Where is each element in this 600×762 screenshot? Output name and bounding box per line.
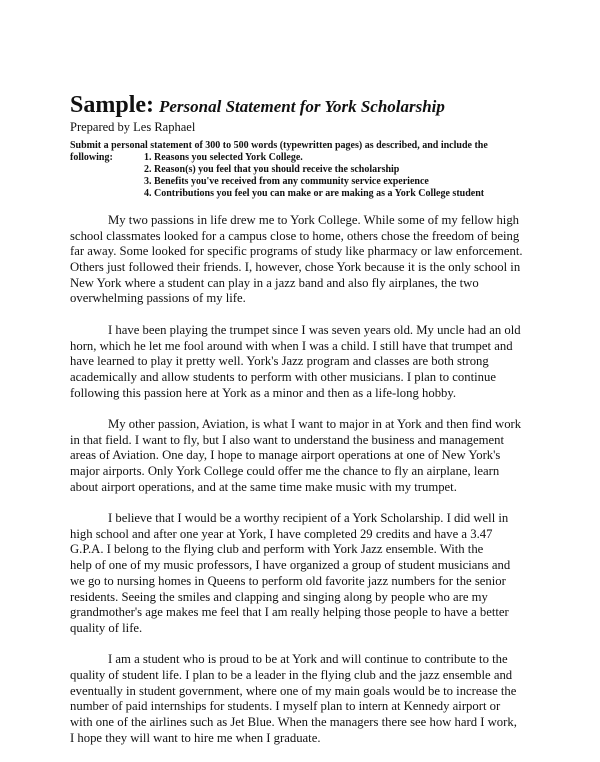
- paragraph-line: G.P.A. I belong to the flying club and perform with York Jazz ensemble. With the: [70, 542, 484, 557]
- paragraph-line: horn, which he let me fool around with when I was a child. I still have that trumpet and: [70, 338, 513, 353]
- instruction-item-4: 4. Contributions you feel you can make or are making as a York College student: [144, 188, 485, 199]
- paragraph: [70, 511, 540, 637]
- paragraph-line: far away. Some looked for specific programs of study like pharmacy or law enforcement.: [70, 244, 523, 259]
- paragraph-line: major airports. Only York College could offer me the chance to fly an airplane, learn: [70, 464, 500, 478]
- instruction-item-3: 3. Benefits you've received from any community service experience: [144, 176, 429, 187]
- paragraph-line: number of paid internships for students. I myself plan to intern at Kennedy airport or: [70, 699, 501, 714]
- paragraph-line: following this passion here at York as a minor and then as a life-long hobby.: [70, 385, 457, 400]
- instruction-item-2: 2. Reason(s) you feel that you should receive the scholarship: [144, 164, 400, 175]
- statement-body: [70, 213, 540, 762]
- paragraph: [70, 417, 540, 495]
- paragraph: [70, 213, 540, 307]
- title-prefix: Sample:: [70, 92, 154, 118]
- paragraph: [70, 652, 540, 746]
- document-title: [70, 91, 445, 122]
- title-main: Personal Statement for York Scholarship: [159, 97, 445, 116]
- paragraph-line: I hope they will want to hire me when I graduate.: [70, 730, 321, 745]
- paragraph-line: high school and after one year at York, I have completed 29 credits and have a 3.47: [70, 526, 493, 541]
- paragraph-line: New York where a student can play in a jazz band and also fly airplanes, the two: [70, 275, 479, 290]
- paragraph-line: overwhelming passions of my life.: [70, 291, 246, 306]
- paragraph-line: I believe that I would be a worthy recipient of a York Scholarship. I did well in: [108, 511, 509, 526]
- paragraph-line: Others just followed their friends. I, however, chose York because it is the only school in: [70, 260, 521, 275]
- paragraph-line: areas of Aviation. One day, I hope to manage airport operations at one of New York's: [70, 448, 501, 463]
- paragraph-line: we go to nursing homes in Queens to perform old favorite jazz numbers for the senior: [70, 573, 506, 588]
- instructions-block: [70, 140, 530, 200]
- paragraph-line: My other passion, Aviation, is what I want to major in at York and then find work: [108, 416, 522, 431]
- paragraph-line: eventually in student government, where one of my main goals would be to increase the: [70, 683, 517, 698]
- paragraph-line: I have been playing the trumpet since I was seven years old. My uncle had an old: [108, 322, 521, 337]
- paragraph-line: help of one of my music professors, I have organized a group of student musicians and: [70, 558, 511, 573]
- paragraph-line: academically and allow students to perform with other musicians. I plan to continue: [70, 369, 496, 384]
- paragraph-line: I am a student who is proud to be at York and will continue to contribute to the: [108, 652, 508, 667]
- paragraph-line: with one of the airlines such as Jet Blue. When the managers there see how hard I work,: [70, 715, 517, 729]
- paragraph-line: have learned to play it pretty well. York's Jazz program and classes are both strong: [70, 354, 489, 369]
- instructions-line: Submit a personal statement of 300 to 500 words (typewritten pages) as described, and include the: [70, 140, 488, 151]
- paragraph-line: grandmother's age makes me feel that I am really helping those people to have a better: [70, 605, 509, 620]
- paragraph-line: residents. Seeing the smiles and clapping and singing along by people who are my: [70, 589, 488, 604]
- paragraph-line: about airport operations, and at the same time make music with my trumpet.: [70, 479, 457, 494]
- instruction-item-1: 1. Reasons you selected York College.: [144, 152, 303, 163]
- instructions-lead: following:: [70, 152, 113, 163]
- paragraph: [70, 323, 540, 401]
- paragraph-line: My two passions in life drew me to York College. While some of my fellow high: [108, 213, 520, 227]
- paragraph-line: in that field. I want to fly, but I also want to understand the business and management: [70, 432, 504, 447]
- paragraph-line: quality of life.: [70, 620, 143, 635]
- paragraph-line: quality of student life. I plan to be a leader in the flying club and the jazz ensemble and: [70, 667, 513, 682]
- byline: Prepared by Les Raphael: [70, 120, 196, 134]
- paragraph-line: school classmates looked for a campus close to home, others chose the freedom of being: [70, 228, 520, 243]
